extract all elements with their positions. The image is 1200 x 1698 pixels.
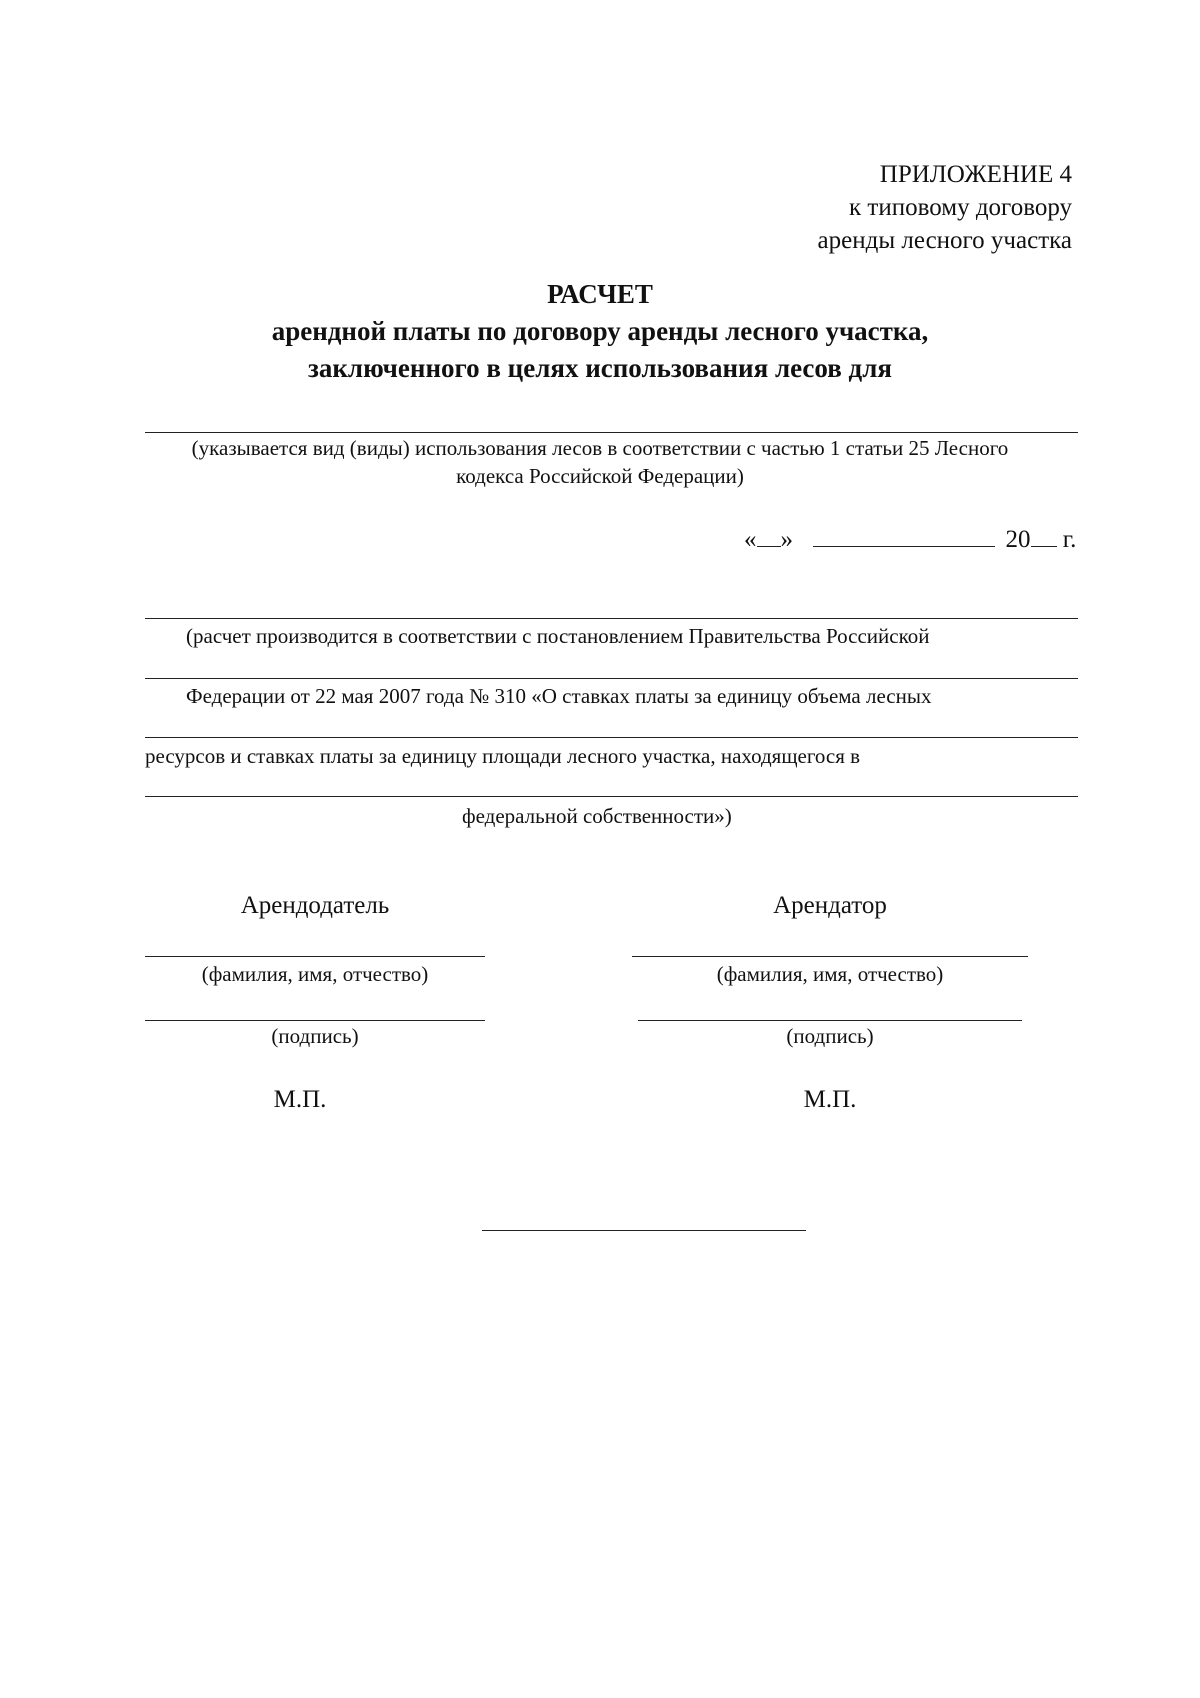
calc-line-4 <box>145 796 1078 797</box>
appendix-reference-line2: аренды лесного участка <box>817 227 1072 254</box>
calc-line-1 <box>145 618 1078 619</box>
calc-line-2 <box>145 678 1078 679</box>
lessee-name-line <box>632 956 1028 957</box>
appendix-heading <box>712 158 1072 257</box>
lessee-signature-line <box>638 1020 1022 1021</box>
lessor-signature-line <box>145 1020 485 1021</box>
year-blank <box>1031 524 1057 547</box>
closing-separator <box>482 1230 806 1231</box>
calc-note-line3: ресурсов и ставках платы за единицу площади лесного участка, находящегося в <box>145 744 861 768</box>
title-main: РАСЧЕТ <box>547 279 653 309</box>
lessor-heading: Арендодатель <box>240 892 390 919</box>
title-subtitle-line1: арендной платы по договору аренды лесного участка, <box>271 316 929 346</box>
lessor-name-note: (фамилия, имя, отчество) <box>201 962 429 986</box>
date-line <box>744 524 1076 556</box>
document-title <box>0 276 1200 387</box>
appendix-reference-line1: к типовому договору <box>849 194 1072 221</box>
calc-note-line1: (расчет производится в соответствии с постановлением Правительства Российской <box>186 624 930 648</box>
calc-note-line2: Федерации от 22 мая 2007 года № 310 «О ставках платы за единицу объема лесных <box>186 684 932 708</box>
date-open-quote: « <box>744 526 757 553</box>
usage-note-line2: кодекса Российской Федерации) <box>456 464 744 488</box>
appendix-number: ПРИЛОЖЕНИЕ 4 <box>879 161 1072 188</box>
year-suffix: г. <box>1062 526 1077 553</box>
lessee-name-note: (фамилия, имя, отчество) <box>716 962 944 986</box>
calc-note-line4: федеральной собственности») <box>462 804 732 828</box>
usage-note-line1: (указывается вид (виды) использования лесов в соответствии с частью 1 статьи 25 Лесного <box>191 436 1009 460</box>
year-prefix: 20 <box>1005 526 1031 553</box>
lessee-heading: Арендатор <box>773 892 887 919</box>
lessee-stamp: М.П. <box>803 1086 857 1113</box>
month-blank <box>813 524 995 547</box>
day-blank <box>757 524 781 547</box>
usage-blank-line <box>145 432 1078 433</box>
lessor-stamp: М.П. <box>273 1086 327 1113</box>
lessee-signature-note: (подпись) <box>786 1024 874 1048</box>
date-close-quote: » <box>780 526 793 553</box>
title-subtitle-line2: заключенного в целях использования лесов для <box>308 353 892 383</box>
lessor-signature-note: (подпись) <box>271 1024 359 1048</box>
lessor-name-line <box>145 956 485 957</box>
calc-line-3 <box>145 737 1078 738</box>
usage-note <box>100 434 1100 490</box>
